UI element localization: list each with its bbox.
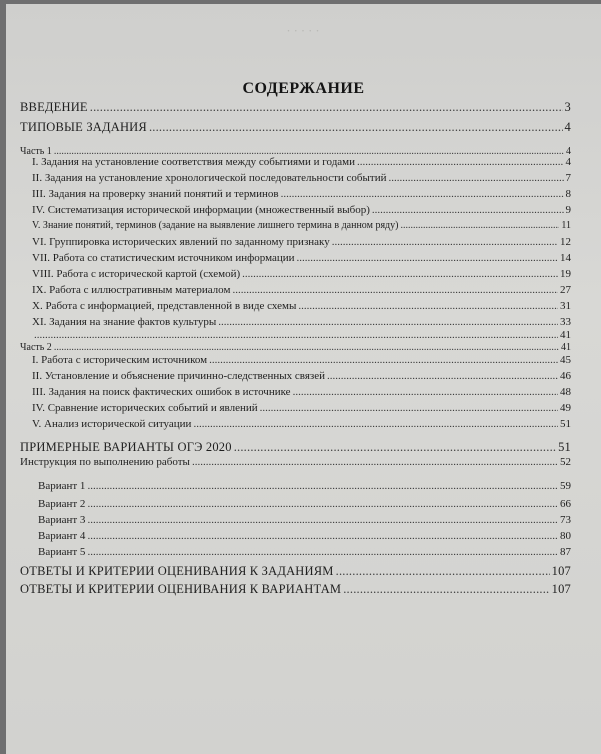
- toc-entry-page: 8: [565, 188, 571, 200]
- toc-entry-label: Инструкция по выполнению работы: [20, 456, 190, 468]
- toc-leader-dots: [87, 480, 558, 492]
- toc-entry-label: XI. Задания на знание фактов культуры: [32, 316, 217, 328]
- toc-entry-instruction[interactable]: [20, 456, 571, 474]
- toc-entry-label: IX. Работа с иллюстративным материалом: [32, 284, 231, 296]
- toc-leader-dots: [87, 498, 558, 510]
- toc-entry-page: 9: [565, 204, 571, 216]
- toc-entry-label: ОТВЕТЫ И КРИТЕРИИ ОЦЕНИВАНИЯ К ЗАДАНИЯМ: [20, 564, 334, 578]
- toc-entry-label: X. Работа с информацией, представленной в виде схемы: [32, 300, 297, 312]
- toc-entry-page: 80: [560, 530, 571, 542]
- page-header-ghost: · · · · ·: [286, 26, 320, 36]
- toc-leader-dots: [232, 284, 558, 296]
- toc-leader-dots: [193, 418, 558, 430]
- toc-entry-label: ПРИМЕРНЫЕ ВАРИАНТЫ ОГЭ 2020: [20, 440, 232, 454]
- toc-entry-label: ОТВЕТЫ И КРИТЕРИИ ОЦЕНИВАНИЯ К ВАРИАНТАМ: [20, 582, 342, 596]
- toc-entry-label: VI. Группировка исторических явлений по заданному признаку: [32, 236, 330, 248]
- toc-leader-dots: [242, 268, 558, 280]
- toc-entry-label: IV. Сравнение исторических событий и явлений: [32, 402, 258, 414]
- toc-entry-variant-5[interactable]: [38, 546, 571, 564]
- toc-entry-page: 52: [560, 456, 571, 468]
- toc-leader-dots: [327, 370, 558, 382]
- toc-entry-page: 87: [560, 546, 571, 558]
- toc-entry-page: 41: [561, 342, 571, 353]
- toc-leader-dots: [149, 120, 563, 135]
- toc-entry-label: V. Анализ исторической ситуации: [32, 418, 192, 430]
- toc-leader-dots: [343, 582, 549, 597]
- toc-entry-page: 59: [560, 480, 571, 492]
- toc-entry-typical-tasks[interactable]: [20, 120, 571, 138]
- toc-leader-dots: [298, 300, 558, 312]
- toc-entry-label: Часть 2: [20, 342, 52, 353]
- toc-entry-page: 14: [560, 252, 571, 264]
- toc-leader-dots: [54, 342, 559, 353]
- toc-leader-dots: [400, 220, 559, 231]
- toc-leader-dots: [357, 156, 563, 168]
- toc-leader-dots: [34, 329, 558, 341]
- toc-entry-label: Часть 1: [20, 146, 52, 157]
- toc-entry-label: Вариант 1: [38, 480, 86, 492]
- toc-entry-page: 49: [560, 402, 571, 414]
- toc-entry-page: 33: [560, 316, 571, 328]
- toc-entry-page: 4: [566, 146, 571, 157]
- toc-entry-label: IV. Систематизация исторической информации (множественный выбор): [32, 204, 370, 216]
- toc-leader-dots: [209, 354, 558, 366]
- toc-entry-page: 107: [551, 582, 571, 596]
- toc-leader-dots: [218, 316, 558, 328]
- page-title: СОДЕРЖАНИЕ: [242, 80, 365, 97]
- toc-entry-label: Вариант 4: [38, 530, 86, 542]
- toc-entry-page: 27: [560, 284, 571, 296]
- toc-leader-dots: [332, 236, 558, 248]
- toc-entry-introduction[interactable]: [20, 100, 571, 118]
- toc-leader-dots: [281, 188, 564, 200]
- toc-leader-dots: [87, 546, 558, 558]
- toc-entry-label: Вариант 5: [38, 546, 86, 558]
- toc-entry-page: 46: [560, 370, 571, 382]
- toc-entry-label: Вариант 2: [38, 498, 86, 510]
- toc-entry-page: 4: [565, 156, 571, 168]
- toc-entry-label: III. Задания на проверку знаний понятий и терминов: [32, 188, 279, 200]
- toc-leader-dots: [336, 564, 550, 579]
- toc-entry-label: Вариант 3: [38, 514, 86, 526]
- toc-leader-dots: [234, 440, 556, 455]
- toc-leader-dots: [192, 456, 558, 468]
- toc-entry-label: I. Задания на установление соответствия между событиями и годами: [32, 156, 356, 168]
- toc-entry-page: 11: [561, 220, 571, 231]
- toc-entry-page: 66: [560, 498, 571, 510]
- toc-leader-dots: [90, 100, 563, 115]
- toc-entry-page: 51: [558, 440, 571, 454]
- toc-entry-label: I. Работа с историческим источником: [32, 354, 208, 366]
- toc-entry-page: 51: [560, 418, 571, 430]
- toc-entry-part2-item-5[interactable]: [32, 418, 571, 436]
- toc-leader-dots: [372, 204, 564, 216]
- toc-leader-dots: [389, 172, 564, 184]
- toc-leader-dots: [260, 402, 558, 414]
- toc-entry-page: 4: [564, 120, 571, 134]
- toc-entry-page: 12: [560, 236, 571, 248]
- toc-entry-page: 19: [560, 268, 571, 280]
- toc-leader-dots: [297, 252, 558, 264]
- toc-leader-dots: [87, 530, 558, 542]
- toc-entry-label: II. Задания на установление хронологической последовательности событий: [32, 172, 387, 184]
- toc-entry-label: III. Задания на поиск фактических ошибок в источнике: [32, 386, 291, 398]
- toc-entry-label: ТИПОВЫЕ ЗАДАНИЯ: [20, 120, 147, 134]
- toc-entry-page: 48: [560, 386, 571, 398]
- toc-entry-page: 45: [560, 354, 571, 366]
- toc-entry-label: VII. Работа со статистическим источником информации: [32, 252, 295, 264]
- toc-entry-page: 107: [551, 564, 571, 578]
- book-page: [6, 4, 601, 754]
- toc-entry-label: II. Установление и объяснение причинно-следственных связей: [32, 370, 326, 382]
- toc-entry-answers-variants[interactable]: [20, 582, 571, 600]
- toc-leader-dots: [87, 514, 558, 526]
- toc-entry-label: VIII. Работа с исторической картой (схемой): [32, 268, 241, 280]
- toc-entry-page: 3: [564, 100, 571, 114]
- toc-entry-label: ВВЕДЕНИЕ: [20, 100, 88, 114]
- toc-entry-answers-tasks[interactable]: [20, 564, 571, 582]
- toc-entry-variant-1[interactable]: [38, 480, 571, 498]
- toc-leader-dots: [293, 386, 558, 398]
- toc-entry-page: 31: [560, 300, 571, 312]
- toc-entry-page: 73: [560, 514, 571, 526]
- toc-entry-label: V. Знание понятий, терминов (задание на выявление лишнего термина в данном ряду): [32, 220, 399, 231]
- toc-entry-page: 7: [565, 172, 571, 184]
- toc-entry-page: 41: [560, 329, 571, 341]
